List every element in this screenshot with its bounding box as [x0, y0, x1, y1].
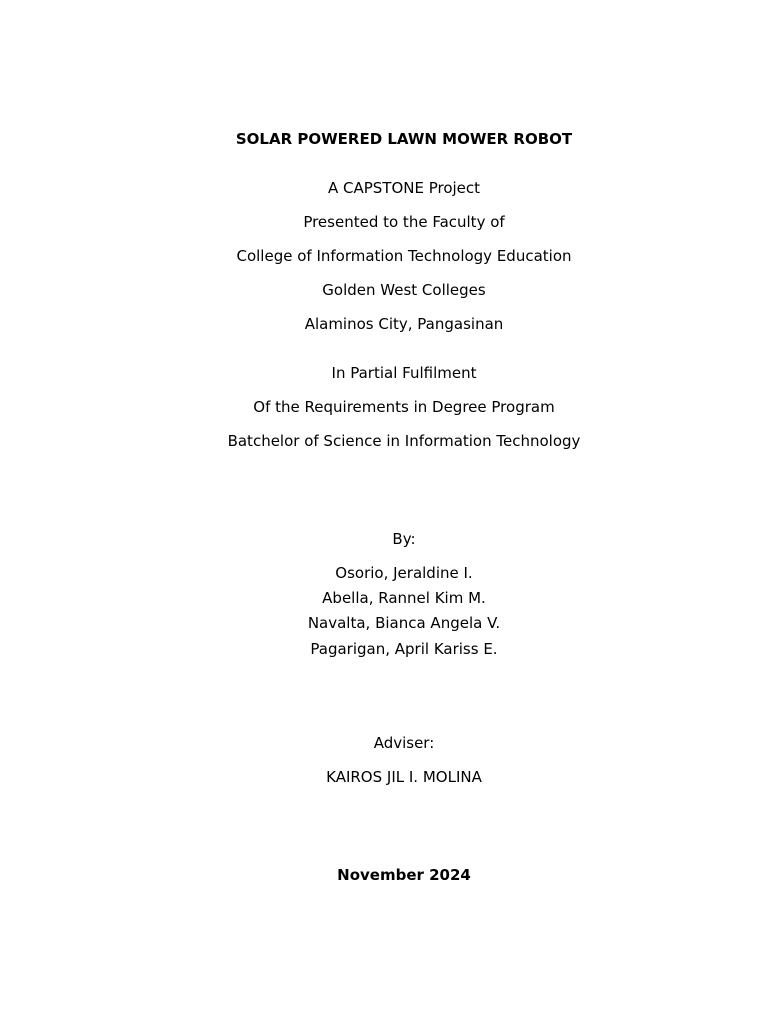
- author-name: Pagarigan, April Kariss E.: [310, 640, 498, 658]
- author-name: Navalta, Bianca Angela V.: [307, 614, 501, 632]
- author-name: Osorio, Jeraldine I.: [335, 564, 473, 582]
- presented-to: Presented to the Faculty of: [303, 213, 505, 231]
- school-location: Alaminos City, Pangasinan: [304, 315, 504, 333]
- adviser-label: Adviser:: [373, 734, 435, 752]
- degree-program: Batchelor of Science in Information Technology: [227, 432, 581, 450]
- document-date: November 2024: [337, 866, 471, 884]
- school-name: Golden West Colleges: [322, 281, 486, 299]
- by-label: By:: [392, 530, 416, 548]
- fulfilment-text: In Partial Fulfilment: [331, 364, 477, 382]
- requirements-text: Of the Requirements in Degree Program: [253, 398, 555, 416]
- adviser-name: KAIROS JIL I. MOLINA: [326, 768, 482, 786]
- document-title: SOLAR POWERED LAWN MOWER ROBOT: [235, 130, 573, 148]
- project-type: A CAPSTONE Project: [327, 179, 481, 197]
- author-name: Abella, Rannel Kim M.: [322, 589, 486, 607]
- college-name: College of Information Technology Education: [236, 247, 572, 265]
